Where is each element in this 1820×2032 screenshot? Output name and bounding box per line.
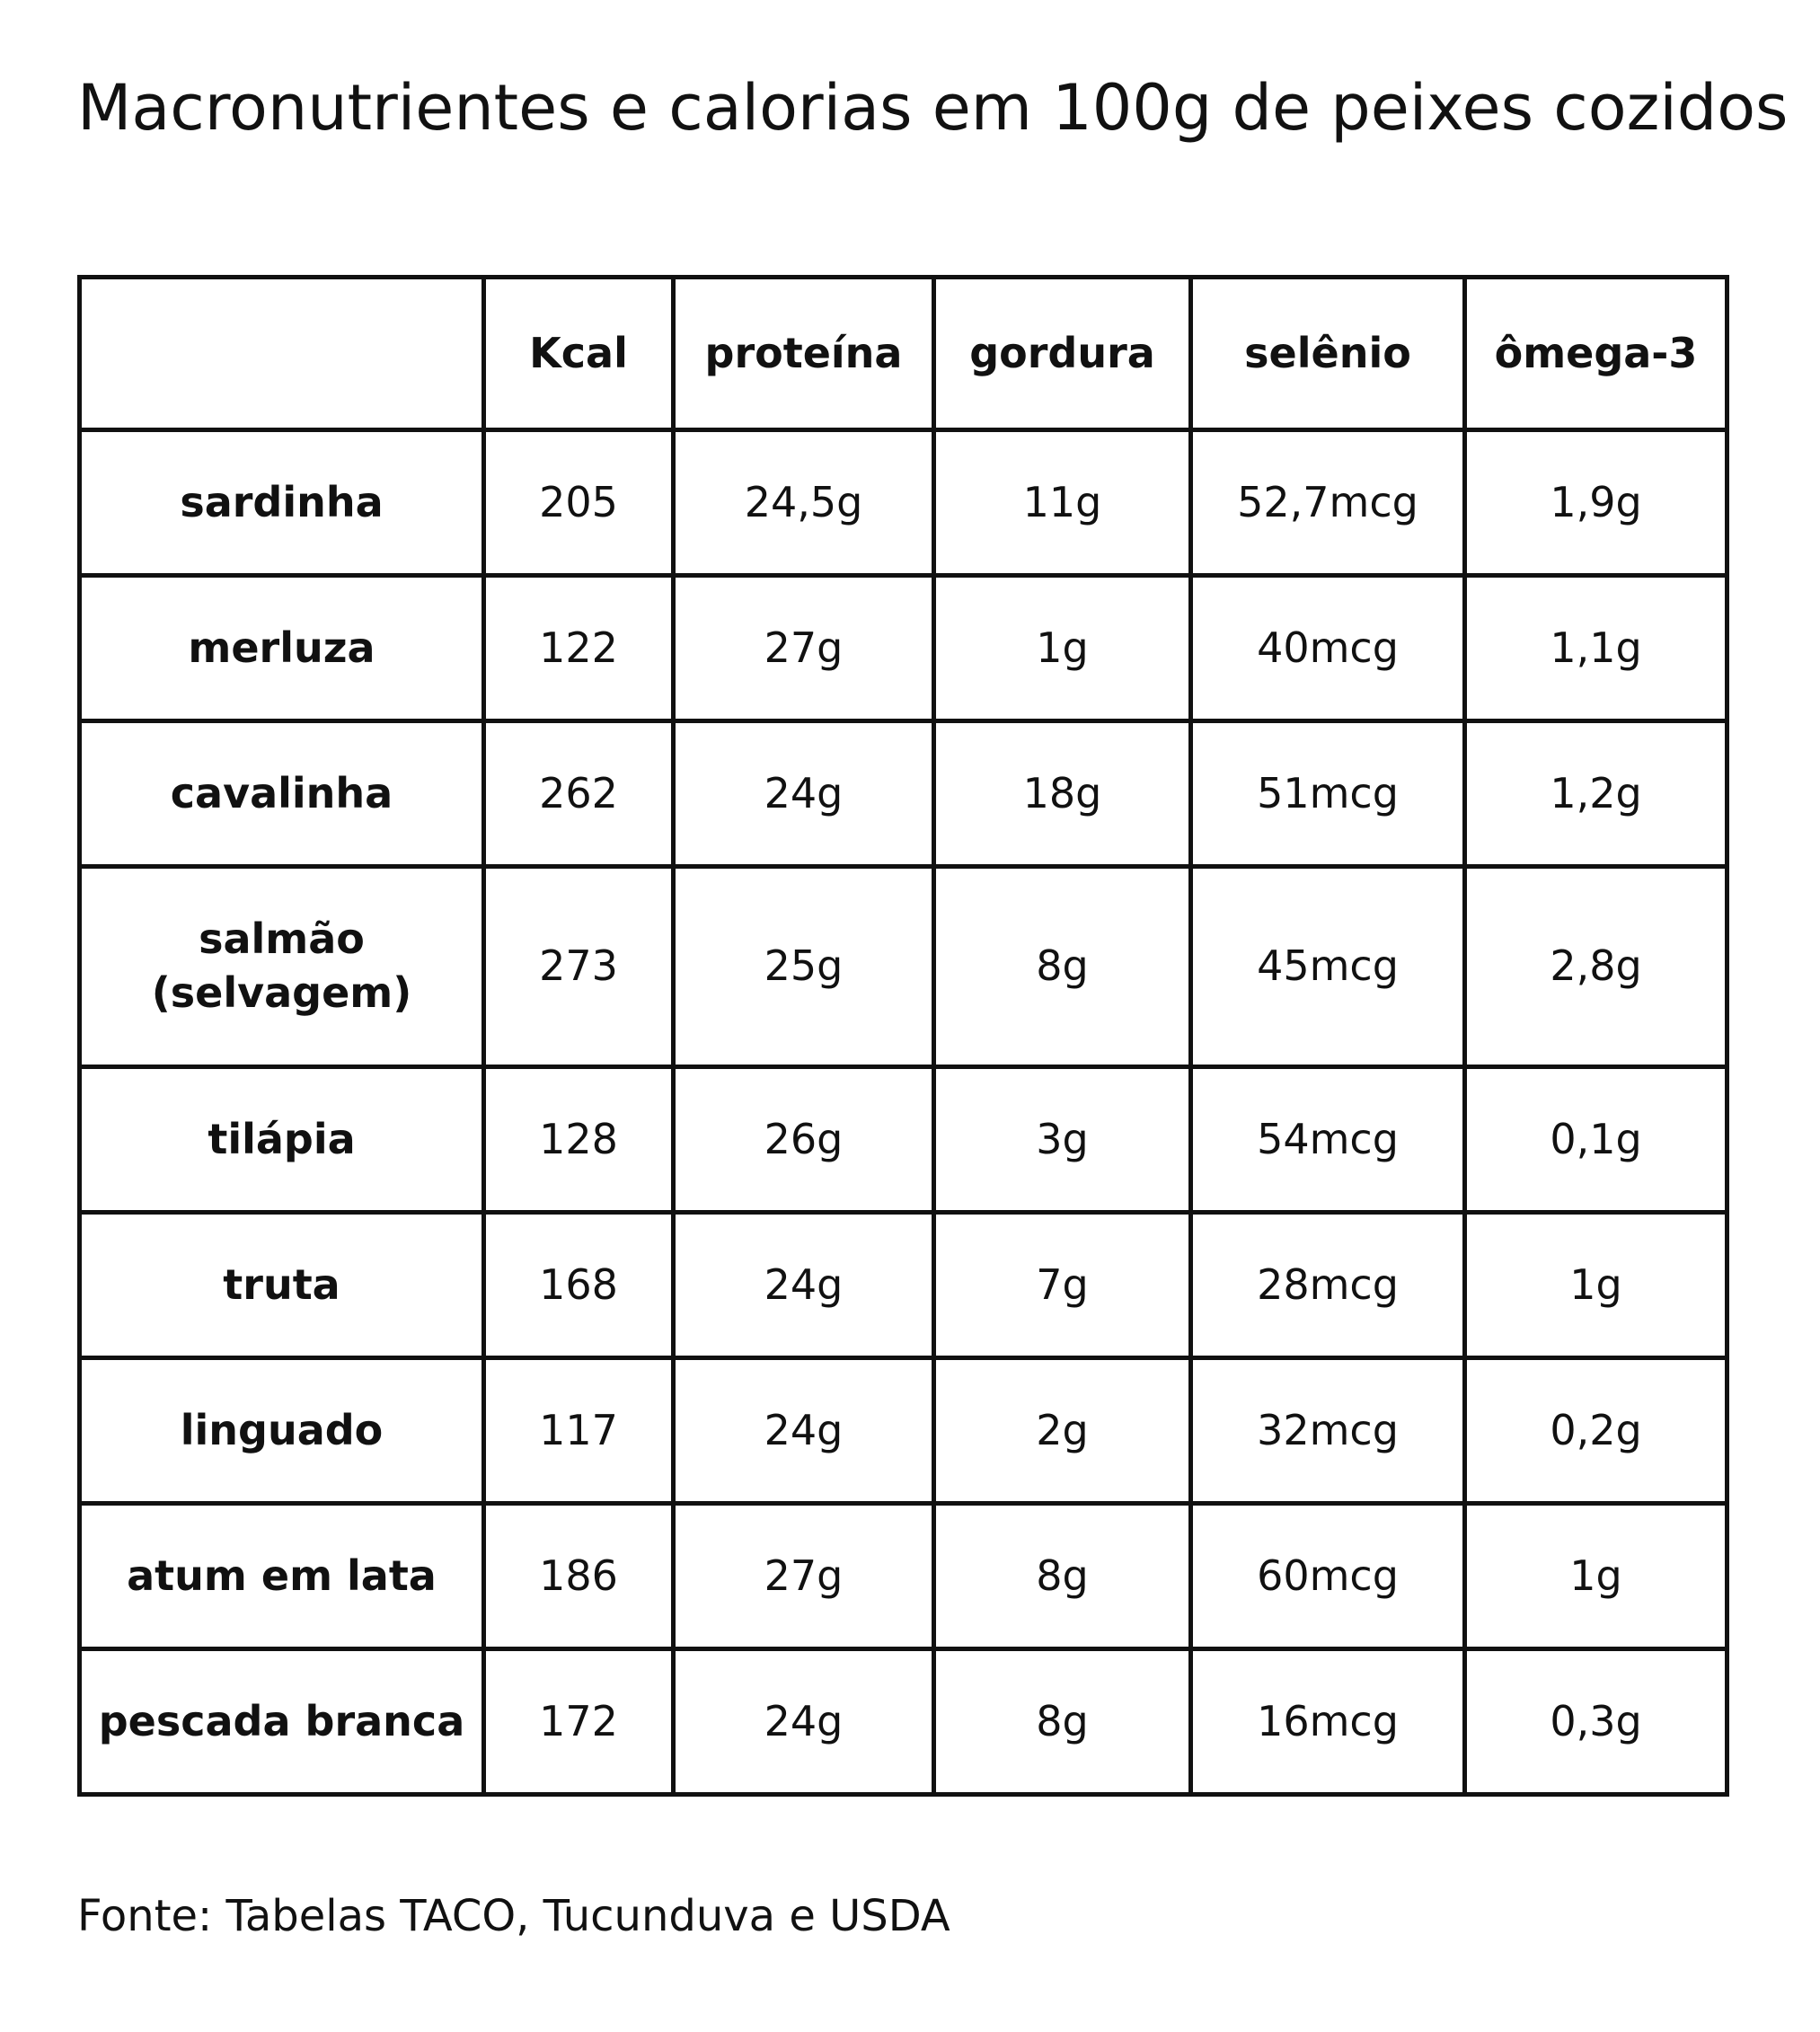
proteina-cell: 24g	[674, 721, 934, 867]
omega3-cell: 1g	[1465, 1213, 1727, 1358]
gordura-cell: 1g	[934, 576, 1191, 721]
gordura-cell: 8g	[934, 867, 1191, 1067]
kcal-cell: 262	[484, 721, 674, 867]
selenio-cell: 28mcg	[1191, 1213, 1465, 1358]
omega3-cell: 1g	[1465, 1504, 1727, 1649]
proteina-cell: 27g	[674, 576, 934, 721]
proteina-cell: 24,5g	[674, 430, 934, 576]
column-header-omega3: ômega-3	[1465, 278, 1727, 430]
gordura-cell: 11g	[934, 430, 1191, 576]
column-header-proteina: proteína	[674, 278, 934, 430]
omega3-cell: 1,1g	[1465, 576, 1727, 721]
omega3-cell: 0,2g	[1465, 1358, 1727, 1504]
table-row	[80, 1213, 1727, 1358]
gordura-cell: 8g	[934, 1504, 1191, 1649]
gordura-cell: 7g	[934, 1213, 1191, 1358]
selenio-cell: 52,7mcg	[1191, 430, 1465, 576]
kcal-cell: 122	[484, 576, 674, 721]
column-header-gordura: gordura	[934, 278, 1191, 430]
selenio-cell: 45mcg	[1191, 867, 1465, 1067]
selenio-cell: 40mcg	[1191, 576, 1465, 721]
proteina-cell: 27g	[674, 1504, 934, 1649]
kcal-cell: 168	[484, 1213, 674, 1358]
omega3-cell: 0,3g	[1465, 1649, 1727, 1795]
table-row	[80, 1358, 1727, 1504]
table-row	[80, 430, 1727, 576]
gordura-cell: 18g	[934, 721, 1191, 867]
table-row	[80, 867, 1727, 1067]
kcal-cell: 273	[484, 867, 674, 1067]
kcal-cell: 172	[484, 1649, 674, 1795]
table-row	[80, 721, 1727, 867]
column-header-empty	[80, 278, 484, 430]
proteina-cell: 24g	[674, 1358, 934, 1504]
page-title: Macronutrientes e calorias em 100g de peixes cozidos	[77, 71, 1789, 145]
proteina-cell: 24g	[674, 1213, 934, 1358]
proteina-cell: 24g	[674, 1649, 934, 1795]
omega3-cell: 2,8g	[1465, 867, 1727, 1067]
kcal-cell: 186	[484, 1504, 674, 1649]
table-row	[80, 1067, 1727, 1213]
kcal-cell: 117	[484, 1358, 674, 1504]
source-note: Fonte: Tabelas TACO, Tucunduva e USDA	[77, 1891, 950, 1941]
gordura-cell: 2g	[934, 1358, 1191, 1504]
gordura-cell: 8g	[934, 1649, 1191, 1795]
fish-name-cell: sardinha	[80, 430, 484, 576]
fish-name-cell: pescada branca	[80, 1649, 484, 1795]
omega3-cell: 1,2g	[1465, 721, 1727, 867]
fish-name-cell: cavalinha	[80, 721, 484, 867]
nutrition-table-container	[77, 275, 1725, 1797]
fish-name-cell: tilápia	[80, 1067, 484, 1213]
kcal-cell: 128	[484, 1067, 674, 1213]
proteina-cell: 26g	[674, 1067, 934, 1213]
table-row	[80, 1504, 1727, 1649]
kcal-cell: 205	[484, 430, 674, 576]
fish-name-cell: atum em lata	[80, 1504, 484, 1649]
selenio-cell: 54mcg	[1191, 1067, 1465, 1213]
selenio-cell: 32mcg	[1191, 1358, 1465, 1504]
fish-name-cell: merluza	[80, 576, 484, 721]
table-header-row	[80, 278, 1727, 430]
selenio-cell: 51mcg	[1191, 721, 1465, 867]
selenio-cell: 16mcg	[1191, 1649, 1465, 1795]
column-header-selenio: selênio	[1191, 278, 1465, 430]
gordura-cell: 3g	[934, 1067, 1191, 1213]
column-header-kcal: Kcal	[484, 278, 674, 430]
fish-name-cell: salmão (selvagem)	[80, 867, 484, 1067]
omega3-cell: 0,1g	[1465, 1067, 1727, 1213]
table-row	[80, 576, 1727, 721]
fish-name-cell: truta	[80, 1213, 484, 1358]
omega3-cell: 1,9g	[1465, 430, 1727, 576]
table-row	[80, 1649, 1727, 1795]
fish-name-cell: linguado	[80, 1358, 484, 1504]
selenio-cell: 60mcg	[1191, 1504, 1465, 1649]
proteina-cell: 25g	[674, 867, 934, 1067]
nutrition-table	[77, 275, 1729, 1797]
